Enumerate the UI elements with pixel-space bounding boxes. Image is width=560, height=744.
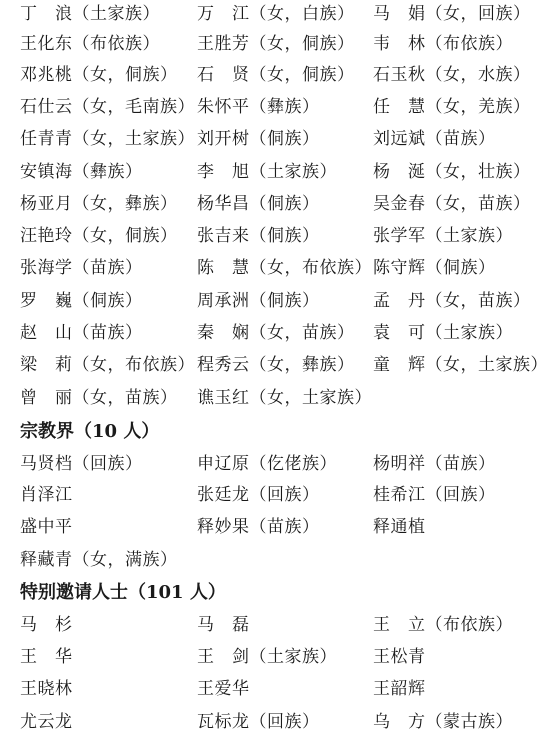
name-row — [0, 0, 560, 28]
name-row — [0, 158, 560, 186]
name-row — [0, 254, 560, 282]
name-entry: 释藏青（女，满族） — [20, 550, 178, 570]
name-entry: 申辽原（仡佬族） — [197, 454, 337, 474]
name-entry: 乌 方（蒙古族） — [373, 712, 513, 732]
name-row — [0, 384, 560, 412]
name-entry: 马 杉 — [20, 615, 73, 635]
name-entry: 王晓林 — [20, 679, 73, 699]
name-entry: 尤云龙 — [20, 712, 73, 732]
name-entry: 王 剑（土家族） — [197, 647, 337, 667]
name-entry: 王松青 — [373, 647, 426, 667]
name-entry: 袁 可（土家族） — [373, 323, 513, 343]
name-entry: 秦 娴（女，苗族） — [197, 323, 355, 343]
name-entry: 马 娟（女，回族） — [373, 4, 531, 24]
name-entry: 李 旭（土家族） — [197, 162, 337, 182]
section-heading-special: 特别邀请人士（101 人） — [20, 582, 226, 603]
name-entry: 赵 山（苗族） — [20, 323, 143, 343]
name-row — [0, 708, 560, 736]
name-entry: 张廷龙（回族） — [197, 485, 320, 505]
name-entry: 韦 林（布依族） — [373, 34, 513, 54]
name-entry: 任 慧（女，羌族） — [373, 97, 531, 117]
name-entry: 陈守辉（侗族） — [373, 258, 496, 278]
name-entry: 罗 巍（侗族） — [20, 291, 143, 311]
name-entry: 王化东（布依族） — [20, 34, 160, 54]
name-row — [0, 287, 560, 315]
name-entry: 曾 丽（女，苗族） — [20, 388, 178, 408]
section-heading-religion: 宗教界（10 人） — [20, 421, 160, 442]
name-entry: 张吉来（侗族） — [197, 226, 320, 246]
name-entry: 石 贤（女，侗族） — [197, 65, 355, 85]
name-entry: 刘开树（侗族） — [197, 129, 320, 149]
name-entry: 杨华昌（侗族） — [197, 194, 320, 214]
name-row — [0, 93, 560, 121]
name-entry: 陈 慧（女，布依族） — [197, 258, 372, 278]
name-entry: 石玉秋（女，水族） — [373, 65, 531, 85]
name-entry: 杨亚月（女，彝族） — [20, 194, 178, 214]
name-row — [0, 481, 560, 509]
name-entry: 盛中平 — [20, 517, 73, 537]
name-entry: 王韶辉 — [373, 679, 426, 699]
name-entry: 谯玉红（女，土家族） — [197, 388, 372, 408]
name-entry: 王爱华 — [197, 679, 250, 699]
name-entry: 张海学（苗族） — [20, 258, 143, 278]
name-row — [0, 513, 560, 541]
name-row — [0, 546, 560, 574]
name-entry: 王 华 — [20, 647, 73, 667]
name-entry: 孟 丹（女，苗族） — [373, 291, 531, 311]
name-entry: 杨 涎（女，壮族） — [373, 162, 531, 182]
name-entry: 肖泽江 — [20, 485, 73, 505]
name-row — [0, 351, 560, 379]
name-entry: 桂希江（回族） — [373, 485, 496, 505]
name-entry: 梁 莉（女，布依族） — [20, 355, 195, 375]
name-entry: 周承洲（侗族） — [197, 291, 320, 311]
name-entry: 邓兆桃（女，侗族） — [20, 65, 178, 85]
name-entry: 马 磊 — [197, 615, 250, 635]
name-row — [0, 611, 560, 639]
name-row — [0, 190, 560, 218]
name-row — [0, 643, 560, 671]
name-row — [0, 125, 560, 153]
name-entry: 王胜芳（女，侗族） — [197, 34, 355, 54]
name-entry: 汪艳玲（女，侗族） — [20, 226, 178, 246]
name-entry: 石仕云（女，毛南族） — [20, 97, 195, 117]
name-entry: 童 辉（女，土家族） — [373, 355, 548, 375]
name-entry: 释妙果（苗族） — [197, 517, 320, 537]
name-entry: 吴金春（女，苗族） — [373, 194, 531, 214]
name-entry: 刘远斌（苗族） — [373, 129, 496, 149]
name-entry: 杨明祥（苗族） — [373, 454, 496, 474]
name-row — [0, 319, 560, 347]
name-row — [0, 222, 560, 250]
name-row — [0, 675, 560, 703]
name-entry: 释通植 — [373, 517, 426, 537]
name-entry: 安镇海（彝族） — [20, 162, 143, 182]
name-entry: 马贤档（回族） — [20, 454, 143, 474]
name-row — [0, 61, 560, 89]
name-row — [0, 30, 560, 58]
name-entry: 任青青（女，土家族） — [20, 129, 195, 149]
name-entry: 丁 浪（土家族） — [20, 4, 160, 24]
name-entry: 瓦标龙（回族） — [197, 712, 320, 732]
name-entry: 程秀云（女，彝族） — [197, 355, 355, 375]
name-entry: 朱怀平（彝族） — [197, 97, 320, 117]
name-entry: 张学军（土家族） — [373, 226, 513, 246]
name-entry: 王 立（布依族） — [373, 615, 513, 635]
name-entry: 万 江（女，白族） — [197, 4, 355, 24]
name-row — [0, 450, 560, 478]
